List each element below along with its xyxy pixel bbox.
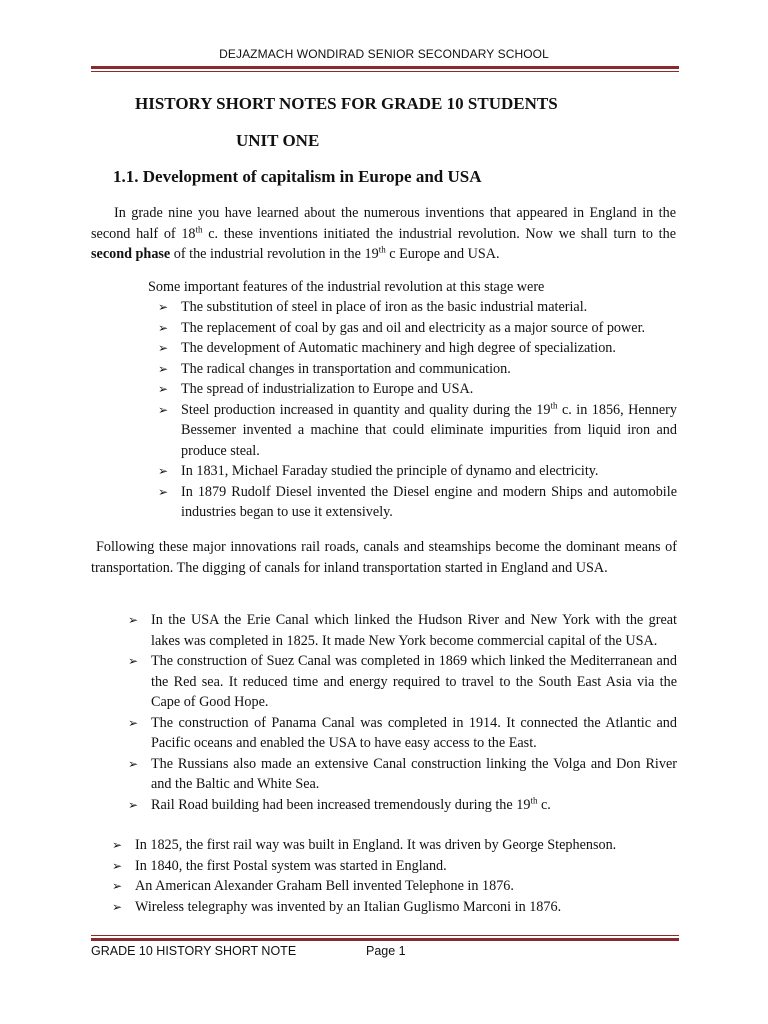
list-item: ➢ The Russians also made an extensive Canal construction linking the Volga and Don River and the Baltic and White Sea. [128,755,677,792]
arrow-bullet-icon: ➢ [112,899,123,914]
arrow-bullet-icon: ➢ [128,715,139,730]
list-item: ➢ The construction of Panama Canal was completed in 1914. It connected the Atlantic and Pacific oceans and enabled the USA to have easy access to the East. [128,714,677,751]
transport-paragraph: Following these major innovations rail roads, canals and steamships become the dominant means of transportation. The digging of canals for inland transportation started in England and USA. [91,539,677,576]
list-item: ➢ Rail Road building had been increased tremendously during the 19th c. [151,795,677,816]
unit-heading: UNIT ONE [236,131,320,150]
section-heading: 1.1. Development of capitalism in Europe and USA [113,167,482,186]
list-item: ➢ In 1831, Michael Faraday studied the principle of dynamo and electricity. [181,461,677,482]
arrow-bullet-icon: ➢ [128,797,139,812]
list-item: ➢ Steel production increased in quantity and quality during the 19th c. in 1856, Hennery Bessemer invented a machine that could eliminate impurities from liquid iron and produce steal. [158,399,677,459]
list-item: ➢ In 1825, the first rail way was built in England. It was driven by George Stephenson. [135,835,677,856]
arrow-bullet-icon: ➢ [128,654,139,668]
list-item: ➢ The substitution of steel in place of iron as the basic industrial material. [181,297,677,318]
list-item: ➢ The radical changes in transportation and communication. [181,359,677,380]
running-header: DEJAZMACH WONDIRAD SENIOR SECONDARY SCHOOL [219,47,549,61]
arrow-bullet-icon: ➢ [158,484,169,499]
header-rule [91,66,679,72]
arrow-bullet-icon: ➢ [158,361,169,376]
list-item: ➢ An American Alexander Graham Bell invented Telephone in 1876. [135,876,677,897]
arrow-bullet-icon: ➢ [112,858,123,873]
footer-rule [91,935,679,941]
arrow-bullet-icon: ➢ [128,756,139,771]
features-lead: Some important features of the industrial revolution at this stage were [148,279,545,295]
list-item: ➢ Wireless telegraphy was invented by an Italian Guglismo Marconi in 1876. [135,897,677,918]
arrow-bullet-icon: ➢ [112,879,123,893]
intro-paragraph: In grade nine you have learned about the numerous inventions that appeared in England in the second half of 18th c. these inventions initiated the industrial revolution. Now we shall turn to the second phase of the industrial revolution in the 19th c Europe and USA. [91,205,677,262]
list-item: ➢ The spread of industrialization to Europe and USA. [181,379,677,400]
document-title: HISTORY SHORT NOTES FOR GRADE 10 STUDENTS [135,94,558,113]
list-item: ➢ The replacement of coal by gas and oil and electricity as a major source of power. [181,318,677,339]
list-item: ➢ In the USA the Erie Canal which linked the Hudson River and New York with the great lakes was completed in 1825. It made New York become commercial capital of the USA. [128,612,677,649]
arrow-bullet-icon: ➢ [158,464,169,478]
list-item: ➢ In 1879 Rudolf Diesel invented the Diesel engine and modern Ships and automobile industries began to use it extensively. [158,483,677,520]
arrow-bullet-icon: ➢ [158,341,169,355]
list-item: ➢ The construction of Suez Canal was completed in 1869 which linked the Mediterranean and the Red sea. It reduced time and energy required to travel to the South East Asia via the Cape of Good Hope. [128,653,677,710]
arrow-bullet-icon: ➢ [158,382,169,396]
features-list [158,297,677,523]
arrow-bullet-icon: ➢ [158,402,169,417]
list-item: ➢ The development of Automatic machinery and high degree of specialization. [181,338,677,359]
arrow-bullet-icon: ➢ [112,838,123,852]
page-number: Page 1 [366,944,406,958]
arrow-bullet-icon: ➢ [128,613,139,627]
arrow-bullet-icon: ➢ [158,300,169,314]
list-item: ➢ In 1840, the first Postal system was started in England. [135,856,677,877]
footer-title: GRADE 10 HISTORY SHORT NOTE [91,944,297,958]
arrow-bullet-icon: ➢ [158,320,169,335]
canals-list [128,610,677,815]
facts-list [112,835,677,917]
